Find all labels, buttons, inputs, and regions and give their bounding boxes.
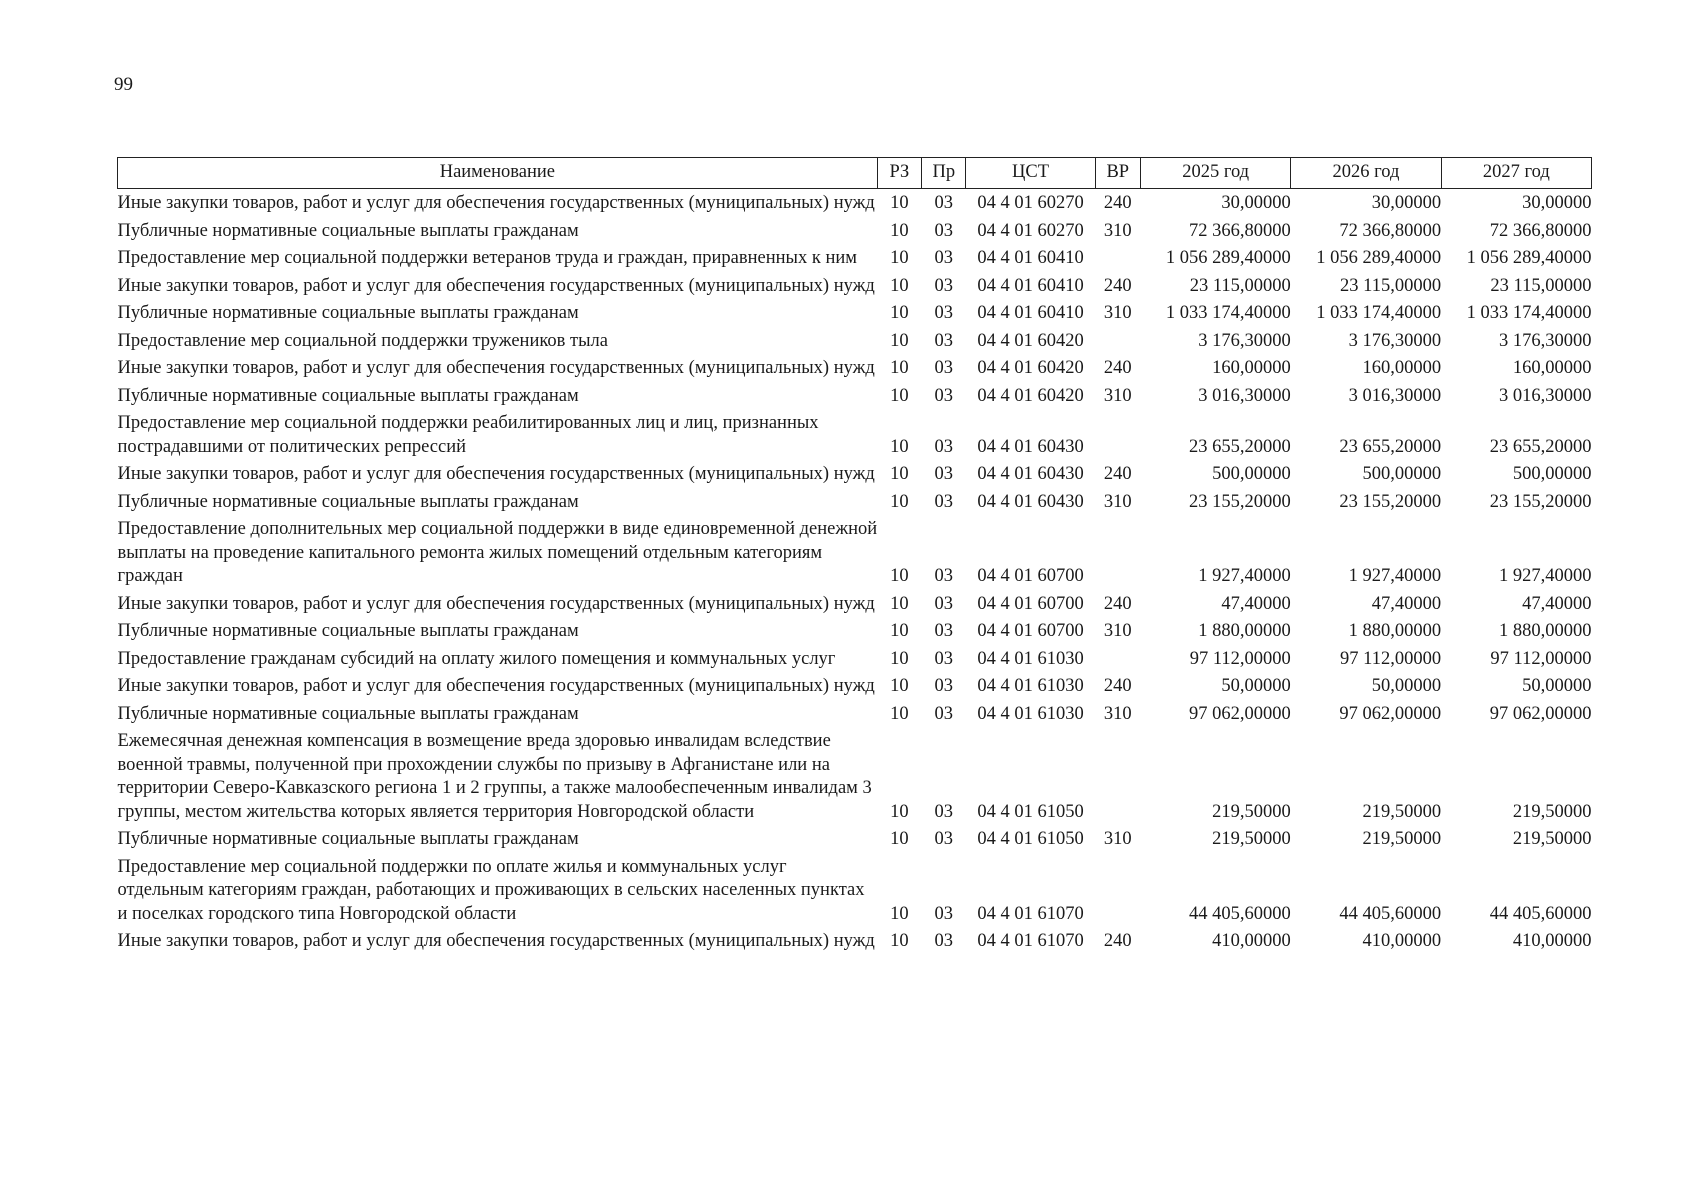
table-body [118, 189, 1592, 955]
row-2027: 160,00000 [1512, 358, 1592, 378]
row-pr: 03 [934, 648, 954, 669]
row-2026: 160,00000 [1362, 358, 1442, 378]
row-cst: 04 4 01 60700 [977, 566, 1084, 586]
row-2026: 72 366,80000 [1339, 220, 1442, 241]
row-2026: 500,00000 [1362, 464, 1442, 484]
row-2026: 50,00000 [1371, 676, 1442, 696]
header-cst: ЦСТ [966, 158, 1095, 189]
row-2027: 44 405,60000 [1489, 903, 1592, 924]
header-2026: 2026 год [1291, 158, 1441, 189]
row-name: Публичные нормативные социальные выплаты гражданам [117, 303, 579, 323]
table-row [118, 617, 1592, 645]
row-2027: 500,00000 [1512, 464, 1592, 484]
table-row [118, 825, 1592, 853]
row-vr: 310 [1103, 303, 1132, 323]
row-2027: 1 880,00000 [1499, 621, 1592, 641]
row-2025: 1 056 289,40000 [1165, 248, 1291, 268]
row-rz: 10 [890, 330, 909, 351]
row-2025: 1 033 174,40000 [1165, 303, 1291, 323]
row-2026: 3 016,30000 [1348, 385, 1442, 406]
row-rz: 10 [890, 801, 909, 822]
row-vr [1095, 409, 1140, 460]
header-name: Наименование [118, 158, 878, 189]
row-vr: 310 [1103, 703, 1132, 724]
row-2027: 72 366,80000 [1489, 220, 1592, 241]
row-rz: 10 [890, 303, 909, 323]
row-name: Предоставление дополнительных мер социальной поддержки в виде единовременной денежной выплаты на проведение капитального ремонта жилых помещений отдельным категориям граждан [117, 519, 878, 586]
row-2027: 23 655,20000 [1489, 436, 1592, 457]
table-header [118, 158, 1592, 189]
row-vr [1095, 645, 1140, 673]
row-2025: 500,00000 [1212, 464, 1291, 484]
row-rz: 10 [890, 593, 909, 614]
row-cst: 04 4 01 61070 [977, 903, 1084, 924]
row-rz: 10 [890, 829, 909, 849]
row-rz: 10 [890, 703, 909, 724]
row-2025: 219,50000 [1212, 829, 1291, 849]
row-rz: 10 [890, 566, 909, 586]
row-2026: 23 115,00000 [1340, 275, 1442, 296]
row-pr: 03 [934, 248, 954, 268]
row-2027: 3 176,30000 [1499, 330, 1592, 351]
row-cst: 04 4 01 61030 [977, 676, 1084, 696]
row-cst: 04 4 01 61030 [977, 703, 1084, 724]
row-rz: 10 [890, 220, 909, 241]
table-row [118, 927, 1592, 955]
row-2026: 47,40000 [1371, 593, 1442, 614]
row-2027: 23 155,20000 [1489, 491, 1592, 512]
row-2026: 44 405,60000 [1339, 903, 1442, 924]
row-2025: 23 115,00000 [1189, 275, 1291, 296]
row-rz: 10 [890, 464, 909, 484]
row-pr: 03 [934, 464, 954, 484]
row-pr: 03 [934, 275, 954, 296]
row-2025: 3 176,30000 [1198, 330, 1291, 351]
row-name: Публичные нормативные социальные выплаты гражданам [117, 385, 579, 406]
row-pr: 03 [934, 621, 954, 641]
row-name: Иные закупки товаров, работ и услуг для обеспечения государственных (муниципальных) нужд [117, 358, 875, 378]
table-row [118, 272, 1592, 300]
table-row [118, 672, 1592, 700]
row-2026: 23 655,20000 [1339, 436, 1442, 457]
row-cst: 04 4 01 60420 [977, 358, 1084, 378]
row-2026: 97 112,00000 [1340, 648, 1442, 669]
row-cst: 04 4 01 61050 [977, 801, 1084, 822]
row-vr: 310 [1103, 220, 1132, 241]
row-2026: 3 176,30000 [1348, 330, 1442, 351]
row-2025: 44 405,60000 [1189, 903, 1291, 924]
row-vr: 240 [1103, 593, 1132, 614]
header-row [118, 158, 1592, 189]
row-rz: 10 [890, 648, 909, 669]
row-name: Публичные нормативные социальные выплаты гражданам [117, 621, 579, 641]
row-vr [1095, 327, 1140, 355]
row-vr: 240 [1103, 931, 1132, 951]
row-name: Предоставление мер социальной поддержки по оплате жилья и коммунальных услуг отдельным категориям граждан, работающих и проживающих в сельских населенных пунктах и поселках городского типа Новгородской области [117, 856, 865, 924]
row-pr: 03 [934, 220, 954, 241]
table-row [118, 590, 1592, 618]
row-2025: 72 366,80000 [1189, 220, 1291, 241]
table-row [118, 299, 1592, 327]
row-2026: 219,50000 [1362, 801, 1442, 822]
row-2026: 30,00000 [1371, 193, 1442, 213]
row-vr [1095, 515, 1140, 590]
row-pr: 03 [934, 491, 954, 512]
row-2025: 410,00000 [1212, 931, 1291, 951]
header-rz: РЗ [877, 158, 921, 189]
row-2027: 1 056 289,40000 [1466, 248, 1592, 268]
table-row [118, 460, 1592, 488]
row-vr: 310 [1103, 385, 1132, 406]
row-2025: 1 927,40000 [1198, 566, 1291, 586]
row-name: Иные закупки товаров, работ и услуг для обеспечения государственных (муниципальных) нужд [117, 676, 875, 696]
row-rz: 10 [890, 385, 909, 406]
row-vr: 310 [1103, 491, 1132, 512]
row-rz: 10 [890, 275, 909, 296]
row-pr: 03 [934, 829, 954, 849]
table-row [118, 354, 1592, 382]
row-rz: 10 [890, 193, 909, 213]
row-pr: 03 [934, 436, 954, 457]
row-cst: 04 4 01 60410 [977, 303, 1084, 323]
row-name: Иные закупки товаров, работ и услуг для обеспечения государственных (муниципальных) нужд [117, 931, 875, 951]
row-pr: 03 [934, 931, 954, 951]
row-pr: 03 [934, 801, 954, 822]
table-row [118, 217, 1592, 245]
table-row [118, 409, 1592, 460]
table-row [118, 515, 1592, 590]
row-2025: 97 112,00000 [1189, 648, 1291, 669]
header-2027: 2027 год [1441, 158, 1591, 189]
row-2026: 23 155,20000 [1339, 491, 1442, 512]
row-2025: 3 016,30000 [1198, 385, 1291, 406]
row-2027: 30,00000 [1522, 193, 1592, 213]
row-rz: 10 [890, 903, 909, 924]
row-name: Иные закупки товаров, работ и услуг для обеспечения государственных (муниципальных) нужд [117, 593, 875, 614]
budget-table [117, 157, 1592, 955]
row-name: Предоставление мер социальной поддержки тружеников тыла [117, 330, 608, 351]
row-name: Иные закупки товаров, работ и услуг для обеспечения государственных (муниципальных) нужд [117, 275, 875, 296]
row-pr: 03 [934, 193, 954, 213]
table-row [118, 189, 1592, 217]
header-2025: 2025 год [1140, 158, 1290, 189]
row-2026: 1 880,00000 [1348, 621, 1442, 641]
row-vr [1095, 853, 1140, 928]
row-2027: 23 115,00000 [1490, 275, 1592, 296]
row-2026: 97 062,00000 [1339, 703, 1442, 724]
row-2025: 23 155,20000 [1189, 491, 1291, 512]
table-row [118, 244, 1592, 272]
row-cst: 04 4 01 60420 [977, 330, 1084, 351]
row-2027: 1 033 174,40000 [1466, 303, 1592, 323]
row-2027: 47,40000 [1522, 593, 1592, 614]
row-pr: 03 [934, 566, 954, 586]
row-2025: 219,50000 [1212, 801, 1291, 822]
row-vr: 240 [1103, 358, 1132, 378]
row-vr: 310 [1103, 829, 1132, 849]
row-2027: 1 927,40000 [1499, 566, 1592, 586]
row-vr: 240 [1103, 464, 1132, 484]
row-2025: 23 655,20000 [1189, 436, 1291, 457]
row-rz: 10 [890, 621, 909, 641]
row-2025: 1 880,00000 [1198, 621, 1291, 641]
row-cst: 04 4 01 60410 [977, 248, 1084, 268]
row-cst: 04 4 01 61070 [977, 931, 1084, 951]
row-name: Предоставление мер социальной поддержки ветеранов труда и граждан, приравненных к ним [117, 248, 857, 268]
row-2027: 219,50000 [1512, 829, 1592, 849]
row-rz: 10 [890, 491, 909, 512]
row-2027: 97 112,00000 [1490, 648, 1592, 669]
row-pr: 03 [934, 593, 954, 614]
row-pr: 03 [934, 676, 954, 696]
row-name: Предоставление гражданам субсидий на оплату жилого помещения и коммунальных услуг [117, 648, 836, 669]
row-2026: 219,50000 [1362, 829, 1442, 849]
header-pr: Пр [922, 158, 966, 189]
row-vr: 240 [1103, 676, 1132, 696]
row-2027: 219,50000 [1512, 801, 1592, 822]
table-row [118, 327, 1592, 355]
row-pr: 03 [934, 385, 954, 406]
row-2027: 50,00000 [1522, 676, 1592, 696]
row-cst: 04 4 01 60270 [977, 220, 1084, 241]
row-name: Публичные нормативные социальные выплаты гражданам [117, 829, 579, 849]
row-2025: 30,00000 [1221, 193, 1291, 213]
row-cst: 04 4 01 61050 [977, 829, 1084, 849]
row-rz: 10 [890, 248, 909, 268]
row-2027: 3 016,30000 [1499, 385, 1592, 406]
table-row [118, 488, 1592, 516]
row-pr: 03 [934, 358, 954, 378]
row-rz: 10 [890, 931, 909, 951]
row-2026: 410,00000 [1362, 931, 1442, 951]
header-vr: ВР [1095, 158, 1140, 189]
row-rz: 10 [890, 676, 909, 696]
row-name: Публичные нормативные социальные выплаты гражданам [117, 703, 579, 724]
row-2026: 1 056 289,40000 [1316, 248, 1442, 268]
row-cst: 04 4 01 61030 [977, 648, 1084, 669]
row-cst: 04 4 01 60430 [977, 464, 1084, 484]
row-2026: 1 927,40000 [1348, 566, 1442, 586]
row-cst: 04 4 01 60270 [977, 193, 1084, 213]
row-2025: 47,40000 [1221, 593, 1291, 614]
row-pr: 03 [934, 330, 954, 351]
row-cst: 04 4 01 60420 [977, 385, 1084, 406]
row-cst: 04 4 01 60430 [977, 491, 1084, 512]
row-cst: 04 4 01 60700 [977, 593, 1084, 614]
row-vr [1095, 727, 1140, 825]
row-name: Иные закупки товаров, работ и услуг для обеспечения государственных (муниципальных) нужд [117, 193, 875, 213]
row-2026: 1 033 174,40000 [1316, 303, 1442, 323]
row-vr: 240 [1103, 275, 1132, 296]
row-rz: 10 [890, 358, 909, 378]
row-name: Иные закупки товаров, работ и услуг для обеспечения государственных (муниципальных) нужд [117, 464, 875, 484]
row-vr [1095, 244, 1140, 272]
row-2025: 160,00000 [1212, 358, 1291, 378]
row-2027: 97 062,00000 [1489, 703, 1592, 724]
row-cst: 04 4 01 60410 [977, 275, 1084, 296]
budget-table-container [117, 157, 1592, 955]
table-row [118, 853, 1592, 928]
row-name: Предоставление мер социальной поддержки реабилитированных лиц и лиц, признанных пострадавшими от политических репрессий [117, 413, 819, 457]
row-name: Публичные нормативные социальные выплаты гражданам [117, 491, 579, 512]
row-vr: 310 [1103, 621, 1132, 641]
row-pr: 03 [934, 303, 954, 323]
row-name: Ежемесячная денежная компенсация в возмещение вреда здоровью инвалидам вследствие военной травмы, полученной при прохождении службы по призыву в Афганистане или на территории Северо-Кавказского региона 1 и 2 группы, а также малообеспеченным инвалидам 3 группы, местом жительства которых является территория Новгородской области [117, 731, 872, 822]
row-2025: 97 062,00000 [1189, 703, 1291, 724]
row-2025: 50,00000 [1221, 676, 1291, 696]
table-row [118, 700, 1592, 728]
row-rz: 10 [890, 436, 909, 457]
table-row [118, 645, 1592, 673]
row-cst: 04 4 01 60700 [977, 621, 1084, 641]
row-cst: 04 4 01 60430 [977, 436, 1084, 457]
table-row [118, 382, 1592, 410]
row-vr: 240 [1103, 193, 1132, 213]
row-name: Публичные нормативные социальные выплаты гражданам [117, 220, 579, 241]
row-pr: 03 [934, 903, 954, 924]
page-number: 99 [114, 74, 133, 95]
row-2027: 410,00000 [1512, 931, 1592, 951]
row-pr: 03 [934, 703, 954, 724]
table-row [118, 727, 1592, 825]
